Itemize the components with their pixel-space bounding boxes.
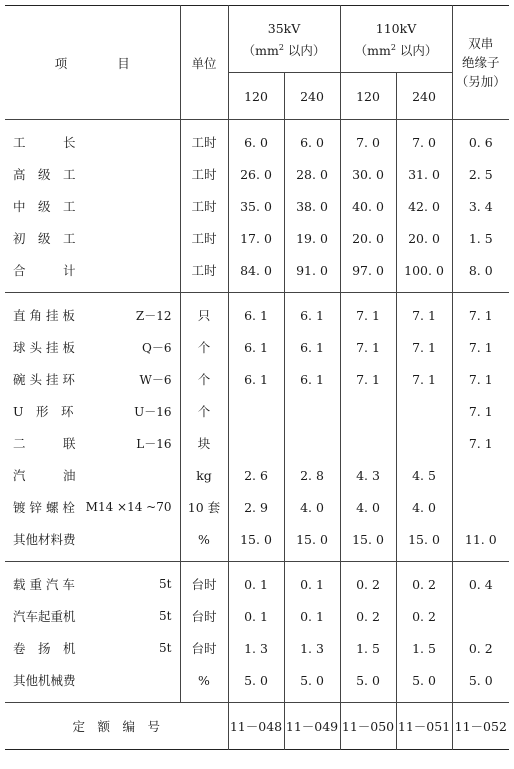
row-value: 6. 0 xyxy=(228,126,284,158)
row-name-cell xyxy=(5,523,180,555)
row-value: 5. 0 xyxy=(396,664,452,696)
sub-header-35-240: 240 xyxy=(284,73,340,120)
group-110kv-header xyxy=(340,6,452,73)
row-value: 1. 5 xyxy=(340,632,396,664)
row-value: 6. 1 xyxy=(228,331,284,363)
row-value: 20. 0 xyxy=(340,222,396,254)
row-value: 35. 0 xyxy=(228,190,284,222)
row-name-cell xyxy=(5,158,180,190)
row-value: 5. 0 xyxy=(284,664,340,696)
row-unit: 工时 xyxy=(180,126,228,158)
row-value: 4. 5 xyxy=(396,459,452,491)
quota-code-row xyxy=(5,703,509,750)
row-name-cell xyxy=(5,600,180,632)
row-unit: 工时 xyxy=(180,158,228,190)
row-unit: 只 xyxy=(180,299,228,331)
row-name: 球 头 挂 板 xyxy=(13,340,75,355)
row-name-cell xyxy=(5,299,180,331)
row-value: 91. 0 xyxy=(284,254,340,286)
row-value: 7. 1 xyxy=(452,427,509,459)
row-value: 1. 3 xyxy=(284,632,340,664)
row-value: 31. 0 xyxy=(396,158,452,190)
row-name-cell xyxy=(5,190,180,222)
row-value: 0. 2 xyxy=(396,600,452,632)
row-value: 100. 0 xyxy=(396,254,452,286)
row-value: 6. 0 xyxy=(284,126,340,158)
table-row xyxy=(5,459,509,491)
quota-table xyxy=(5,5,509,750)
row-value: 7. 1 xyxy=(340,363,396,395)
table-row xyxy=(5,158,509,190)
table-row xyxy=(5,254,509,286)
row-name: U 形 环 xyxy=(13,404,74,419)
row-name-cell xyxy=(5,664,180,696)
row-value: 7. 1 xyxy=(396,363,452,395)
group-110kv-title: 110kV xyxy=(375,20,417,36)
row-unit: 个 xyxy=(180,395,228,427)
table-row xyxy=(5,664,509,696)
row-unit: 工时 xyxy=(180,222,228,254)
row-name-cell xyxy=(5,427,180,459)
row-unit: 个 xyxy=(180,331,228,363)
row-value: 42. 0 xyxy=(396,190,452,222)
row-spec: Q－6 xyxy=(142,340,172,355)
row-value: 6. 1 xyxy=(284,299,340,331)
row-value: 17. 0 xyxy=(228,222,284,254)
row-unit: % xyxy=(180,664,228,696)
row-value: 5. 0 xyxy=(452,664,509,696)
row-spec: 5t xyxy=(159,609,172,623)
table-row xyxy=(5,126,509,158)
row-value: 0. 4 xyxy=(452,568,509,600)
row-unit: 个 xyxy=(180,363,228,395)
row-name-cell xyxy=(5,363,180,395)
row-value: 1. 5 xyxy=(452,222,509,254)
row-value: 6. 1 xyxy=(228,299,284,331)
row-value: 5. 0 xyxy=(340,664,396,696)
row-spec: L－16 xyxy=(136,436,172,451)
double-string-header: 双串 绝缘子 （另加） xyxy=(452,6,509,120)
row-value xyxy=(452,491,509,523)
row-value: 7. 1 xyxy=(340,299,396,331)
row-spec: W－6 xyxy=(139,372,172,387)
item-header: 项 目 xyxy=(54,55,130,71)
row-value: 0. 2 xyxy=(396,568,452,600)
row-name: 其他机械费 xyxy=(13,673,76,688)
row-unit: 工时 xyxy=(180,254,228,286)
row-unit: % xyxy=(180,523,228,555)
quota-code-label: 定 额 编 号 xyxy=(72,719,160,734)
row-value: 0. 6 xyxy=(452,126,509,158)
row-value: 2. 9 xyxy=(228,491,284,523)
group-35kv-subtitle: （$mm^2$ 以内） xyxy=(242,42,326,58)
row-value: 97. 0 xyxy=(340,254,396,286)
row-value xyxy=(396,395,452,427)
row-value: 0. 1 xyxy=(228,568,284,600)
row-name: 二 联 xyxy=(13,436,76,451)
row-value: 30. 0 xyxy=(340,158,396,190)
row-value xyxy=(228,427,284,459)
row-spec: U－16 xyxy=(134,404,172,419)
table-row xyxy=(5,600,509,632)
row-value: 2. 8 xyxy=(284,459,340,491)
row-value: 19. 0 xyxy=(284,222,340,254)
table-row xyxy=(5,331,509,363)
row-value: 7. 0 xyxy=(396,126,452,158)
row-value: 6. 1 xyxy=(284,331,340,363)
table-row xyxy=(5,190,509,222)
row-value: 0. 1 xyxy=(228,600,284,632)
row-value: 2. 5 xyxy=(452,158,509,190)
row-name-cell xyxy=(5,491,180,523)
group-35kv-header xyxy=(228,6,340,73)
row-name-cell xyxy=(5,568,180,600)
table-row xyxy=(5,363,509,395)
row-name: 碗 头 挂 环 xyxy=(13,372,75,387)
row-value: 2. 6 xyxy=(228,459,284,491)
row-value: 38. 0 xyxy=(284,190,340,222)
row-value: 4. 3 xyxy=(340,459,396,491)
row-name-cell xyxy=(5,331,180,363)
row-unit: 台时 xyxy=(180,632,228,664)
row-value xyxy=(452,459,509,491)
row-value xyxy=(284,395,340,427)
row-value: 26. 0 xyxy=(228,158,284,190)
group-110kv-subtitle: （$mm^2$ 以内） xyxy=(354,42,438,58)
row-value: 3. 4 xyxy=(452,190,509,222)
row-unit: kg xyxy=(180,459,228,491)
row-value: 7. 1 xyxy=(452,331,509,363)
row-unit: 块 xyxy=(180,427,228,459)
row-value: 6. 1 xyxy=(284,363,340,395)
row-name: 汽车起重机 xyxy=(13,609,76,624)
table-row xyxy=(5,427,509,459)
row-spec: 5t xyxy=(159,577,172,591)
row-value: 0. 2 xyxy=(340,568,396,600)
row-spec: Z－12 xyxy=(135,308,172,323)
row-value: 0. 2 xyxy=(340,600,396,632)
row-unit: 工时 xyxy=(180,190,228,222)
row-value: 7. 1 xyxy=(396,331,452,363)
row-value: 7. 0 xyxy=(340,126,396,158)
row-value: 0. 1 xyxy=(284,600,340,632)
table-row xyxy=(5,632,509,664)
row-unit: 10 套 xyxy=(180,491,228,523)
quota-code: 11－049 xyxy=(284,703,340,750)
row-spec: 5t xyxy=(159,641,172,655)
row-value xyxy=(340,395,396,427)
row-value: 15. 0 xyxy=(340,523,396,555)
row-name: 初 级 工 xyxy=(13,231,76,246)
row-value: 4. 0 xyxy=(396,491,452,523)
sub-header-110-120: 120 xyxy=(340,73,396,120)
row-value: 0. 2 xyxy=(452,632,509,664)
row-value: 5. 0 xyxy=(228,664,284,696)
row-value: 7. 1 xyxy=(452,395,509,427)
table-row xyxy=(5,299,509,331)
row-name: 载 重 汽 车 xyxy=(13,577,75,592)
row-name: 镀 锌 螺 栓 xyxy=(13,500,75,515)
table-row xyxy=(5,568,509,600)
group-35kv-title: 35kV xyxy=(267,20,301,36)
row-value: 6. 1 xyxy=(228,363,284,395)
row-unit: 台时 xyxy=(180,568,228,600)
table-row xyxy=(5,222,509,254)
row-value: 1. 5 xyxy=(396,632,452,664)
sub-header-35-120: 120 xyxy=(228,73,284,120)
row-value: 0. 1 xyxy=(284,568,340,600)
row-value: 1. 3 xyxy=(228,632,284,664)
row-name-cell xyxy=(5,632,180,664)
row-value: 8. 0 xyxy=(452,254,509,286)
row-value: 15. 0 xyxy=(284,523,340,555)
row-value: 20. 0 xyxy=(396,222,452,254)
sub-header-110-240: 240 xyxy=(396,73,452,120)
row-value: 7. 1 xyxy=(396,299,452,331)
row-value xyxy=(284,427,340,459)
row-name: 直 角 挂 板 xyxy=(13,308,75,323)
row-value: 7. 1 xyxy=(452,363,509,395)
row-name: 高 级 工 xyxy=(13,167,76,182)
row-value: 11. 0 xyxy=(452,523,509,555)
quota-code: 11－052 xyxy=(452,703,509,750)
row-spec: M14 ×14 ~70 xyxy=(85,500,172,514)
row-value xyxy=(340,427,396,459)
row-value xyxy=(452,600,509,632)
row-value: 4. 0 xyxy=(284,491,340,523)
row-name-cell xyxy=(5,254,180,286)
row-name: 其他材料费 xyxy=(13,532,76,547)
row-value: 7. 1 xyxy=(452,299,509,331)
table-row xyxy=(5,523,509,555)
row-name: 合 计 xyxy=(13,263,76,278)
row-name-cell xyxy=(5,222,180,254)
row-name: 卷 扬 机 xyxy=(13,641,76,656)
row-name-cell xyxy=(5,395,180,427)
row-value: 4. 0 xyxy=(340,491,396,523)
row-name-cell xyxy=(5,126,180,158)
row-value: 15. 0 xyxy=(228,523,284,555)
row-name: 工 长 xyxy=(13,135,76,150)
row-name-cell xyxy=(5,459,180,491)
quota-code: 11－051 xyxy=(396,703,452,750)
row-unit: 台时 xyxy=(180,600,228,632)
row-value: 7. 1 xyxy=(340,331,396,363)
quota-code: 11－050 xyxy=(340,703,396,750)
row-name: 中 级 工 xyxy=(13,199,76,214)
quota-code: 11－048 xyxy=(228,703,284,750)
row-value: 28. 0 xyxy=(284,158,340,190)
table-row xyxy=(5,491,509,523)
row-value: 40. 0 xyxy=(340,190,396,222)
row-value: 84. 0 xyxy=(228,254,284,286)
row-value xyxy=(396,427,452,459)
table-row xyxy=(5,395,509,427)
row-name: 汽 油 xyxy=(13,468,76,483)
row-value xyxy=(228,395,284,427)
unit-header: 单位 xyxy=(180,6,228,120)
row-value: 15. 0 xyxy=(396,523,452,555)
